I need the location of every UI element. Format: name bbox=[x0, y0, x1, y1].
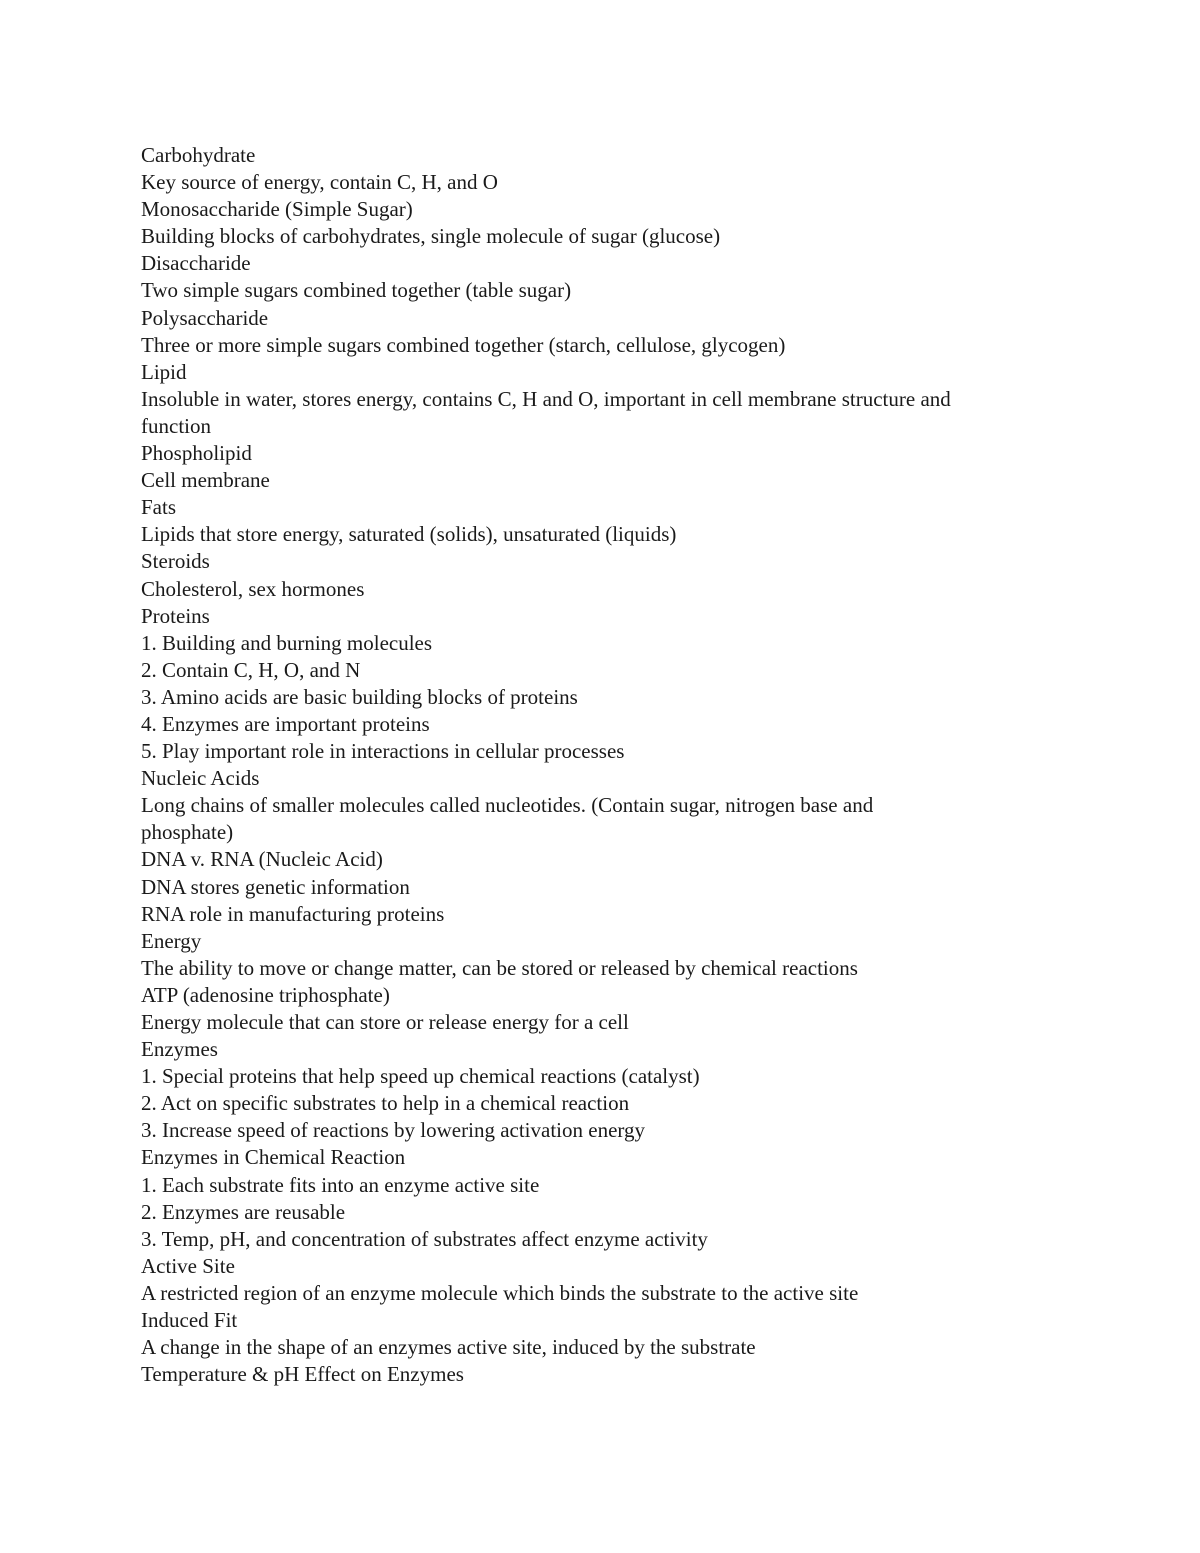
document-line: A restricted region of an enzyme molecule which binds the substrate to the active site bbox=[141, 1280, 859, 1305]
document-line: A change in the shape of an enzymes active site, induced by the substrate bbox=[141, 1335, 756, 1360]
document-line: RNA role in manufacturing proteins bbox=[141, 901, 445, 926]
document-line: 2. Contain C, H, O, and N bbox=[141, 657, 361, 682]
document-line: Temperature & pH Effect on Enzymes bbox=[141, 1362, 464, 1387]
document-line: Nucleic Acids bbox=[141, 766, 260, 791]
document-line: DNA v. RNA (Nucleic Acid) bbox=[141, 847, 383, 872]
document-line: 5. Play important role in interactions in cellular processes bbox=[141, 739, 625, 764]
document-line: Polysaccharide bbox=[141, 305, 269, 330]
document-text bbox=[141, 142, 1061, 1388]
document-line: Cell membrane bbox=[141, 468, 270, 493]
document-line: function bbox=[141, 413, 211, 438]
document-line: 3. Temp, pH, and concentration of substrates affect enzyme activity bbox=[141, 1226, 708, 1251]
document-line: Building blocks of carbohydrates, single molecule of sugar (glucose) bbox=[141, 224, 721, 249]
document-line: 3. Increase speed of reactions by lowering activation energy bbox=[141, 1118, 645, 1143]
document-line: Fats bbox=[141, 495, 177, 520]
document-line: DNA stores genetic information bbox=[141, 874, 410, 899]
document-line: 4. Enzymes are important proteins bbox=[141, 711, 430, 736]
document-line: 1. Each substrate fits into an enzyme active site bbox=[141, 1172, 540, 1197]
document-line: Proteins bbox=[141, 603, 210, 628]
document-line: Enzymes in Chemical Reaction bbox=[141, 1145, 406, 1170]
document-line: Phospholipid bbox=[141, 441, 252, 466]
document-line: Lipids that store energy, saturated (solids), unsaturated (liquids) bbox=[141, 522, 677, 547]
document-line: Long chains of smaller molecules called nucleotides. (Contain sugar, nitrogen base and bbox=[141, 793, 874, 818]
document-line: Carbohydrate bbox=[141, 143, 256, 167]
document-line: Induced Fit bbox=[141, 1308, 238, 1333]
document-line: 2. Act on specific substrates to help in a chemical reaction bbox=[141, 1091, 630, 1116]
document-line: Steroids bbox=[141, 549, 210, 574]
document-line: Enzymes bbox=[141, 1037, 218, 1062]
document-line: Key source of energy, contain C, H, and O bbox=[141, 170, 498, 195]
document-line: phosphate) bbox=[141, 820, 234, 845]
document-line: Cholesterol, sex hormones bbox=[141, 576, 365, 601]
document-line: 3. Amino acids are basic building blocks of proteins bbox=[141, 684, 578, 709]
document-line: Three or more simple sugars combined together (starch, cellulose, glycogen) bbox=[141, 332, 786, 357]
document-line: Energy bbox=[141, 928, 202, 953]
document-line: Insoluble in water, stores energy, contains C, H and O, important in cell membrane structure and bbox=[141, 386, 951, 411]
document-line: 2. Enzymes are reusable bbox=[141, 1199, 346, 1224]
document-line: Two simple sugars combined together (table sugar) bbox=[141, 278, 572, 303]
document-line: Active Site bbox=[141, 1253, 235, 1278]
document-line: The ability to move or change matter, can be stored or released by chemical reactions bbox=[141, 955, 858, 980]
document-line: 1. Building and burning molecules bbox=[141, 630, 433, 655]
document-line: Lipid bbox=[141, 359, 187, 384]
document-line: Monosaccharide (Simple Sugar) bbox=[141, 197, 413, 222]
document-line: Disaccharide bbox=[141, 251, 251, 276]
document-line: 1. Special proteins that help speed up chemical reactions (catalyst) bbox=[141, 1064, 700, 1089]
document-line: Energy molecule that can store or release energy for a cell bbox=[141, 1010, 629, 1034]
document-line: ATP (adenosine triphosphate) bbox=[141, 982, 390, 1007]
